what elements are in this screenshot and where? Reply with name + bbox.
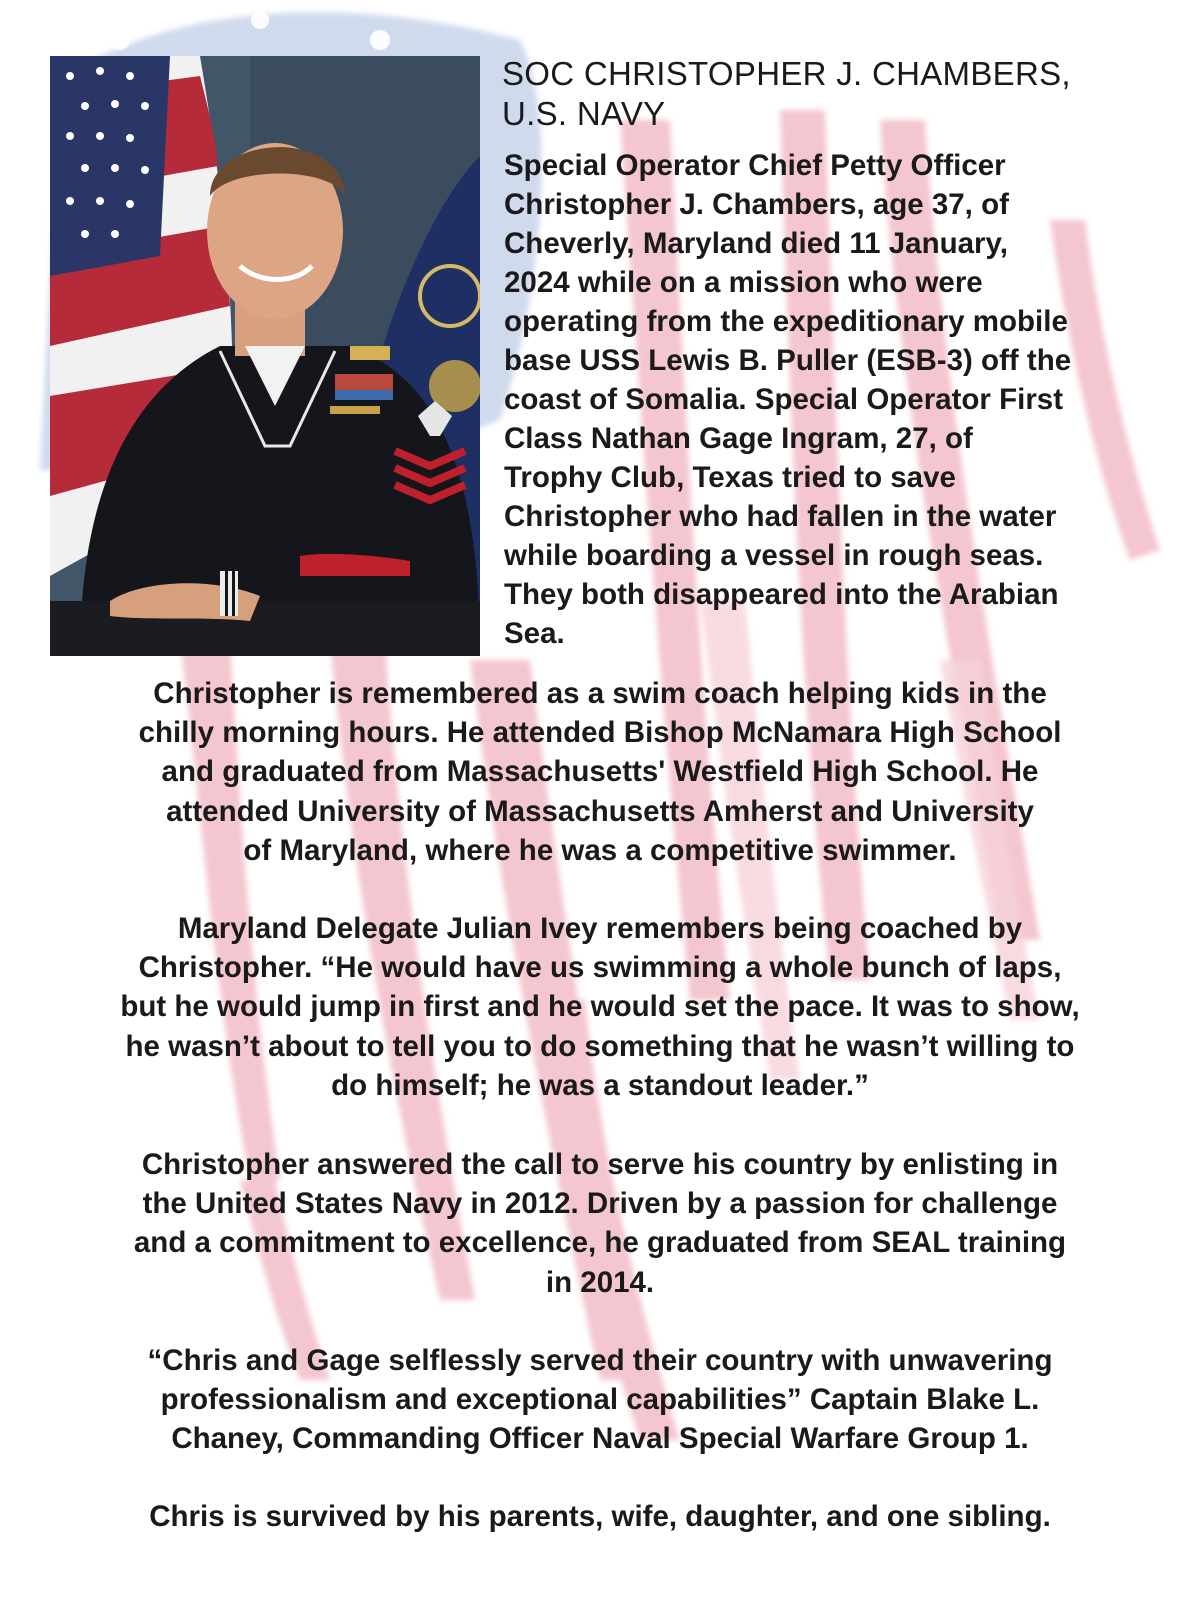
paragraph-line: do himself; he was a standout leader.” [331,1068,869,1102]
intro-line: 2024 while on a mission who were [504,266,983,299]
intro-line: Sea. [504,617,565,650]
intro-line: Special Operator Chief Petty Officer [504,149,1006,182]
intro-line: coast of Somalia. Special Operator First [504,383,1064,416]
paragraph-line: attended University of Massachusetts Amherst and University [166,794,1034,828]
title-line-branch: U.S. NAVY [502,95,666,132]
page-title [502,54,1162,134]
survived-by-paragraph [50,1497,1150,1536]
captain-quote-paragraph [50,1341,1150,1459]
paragraph-line: Maryland Delegate Julian Ivey remembers being coached by [177,912,1023,945]
title-line-name: SOC CHRISTOPHER J. CHAMBERS, [502,55,1071,92]
portrait-photo [50,56,480,656]
paragraph-line: in 2014. [545,1265,655,1299]
paragraph-line: Christopher is remembered as a swim coach helping kids in the [153,677,1047,710]
paragraph-line: he wasn’t about to tell you to do something that he wasn’t willing to [125,1029,1075,1063]
delegate-quote-paragraph [50,909,1150,1105]
intro-line: Class Nathan Gage Ingram, 27, of [504,422,973,455]
intro-line: base USS Lewis B. Puller (ESB-3) off the [504,344,1072,377]
intro-line: They both disappeared into the Arabian [504,578,1059,611]
paragraph-line: chilly morning hours. He attended Bishop McNamara High School [138,716,1062,750]
enlistment-paragraph [50,1145,1150,1302]
paragraph-line: professionalism and exceptional capabilities” Captain Blake L. [160,1383,1040,1417]
intro-line: Trophy Club, Texas tried to save [504,461,956,494]
paragraph-line: Chris is survived by his parents, wife, daughter, and one sibling. [149,1500,1051,1533]
paragraph-line: but he would jump in first and he would set the pace. It was to show, [120,990,1080,1024]
paragraph-line: and a commitment to excellence, he graduated from SEAL training [133,1226,1067,1260]
intro-line: Christopher who had fallen in the water [504,500,1057,533]
paragraph-line: of Maryland, where he was a competitive swimmer. [243,833,957,867]
swim-coach-paragraph [50,674,1150,870]
paragraph-line: Christopher answered the call to serve his country by enlisting in [141,1148,1059,1181]
intro-line: Christopher J. Chambers, age 37, of [504,188,1009,221]
paragraph-line: the United States Navy in 2012. Driven by a passion for challenge [142,1187,1058,1221]
intro-line: Cheverly, Maryland died 11 January, [504,227,1008,260]
paragraph-line: and graduated from Massachusetts' Westfield High School. He [161,755,1039,789]
paragraph-line: “Chris and Gage selflessly served their country with unwavering [147,1344,1053,1377]
intro-line: while boarding a vessel in rough seas. [504,539,1044,572]
intro-paragraph [504,146,1164,653]
intro-line: operating from the expeditionary mobile [504,305,1068,338]
paragraph-line: Christopher. “He would have us swimming a whole bunch of laps, [138,951,1062,985]
paragraph-line: Chaney, Commanding Officer Naval Special Warfare Group 1. [171,1422,1029,1456]
